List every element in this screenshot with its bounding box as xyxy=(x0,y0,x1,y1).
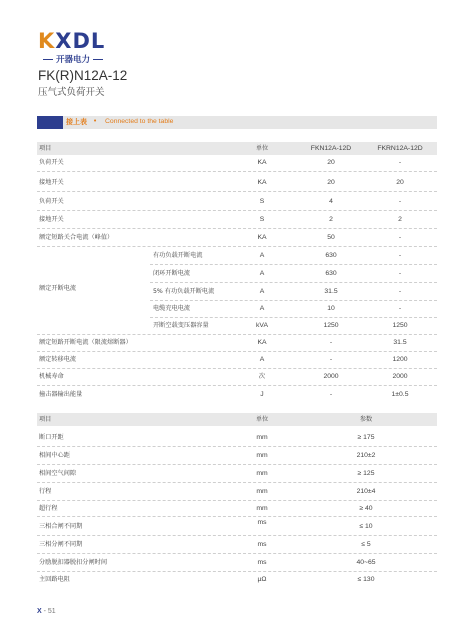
table-row-unit: A xyxy=(259,270,265,277)
table-row-item: 主回路电阻 xyxy=(39,576,70,583)
header-unit: 单位 xyxy=(255,416,269,423)
table-row-unit: mm xyxy=(256,434,268,441)
row-divider xyxy=(37,334,437,335)
header-item: 项目 xyxy=(39,416,52,423)
table-row-unit: mm xyxy=(256,488,268,495)
row-divider xyxy=(37,500,437,501)
row-divider xyxy=(37,351,437,352)
table-row-unit: ms xyxy=(257,559,267,566)
row-divider xyxy=(37,482,437,483)
row-divider xyxy=(37,571,437,572)
table-row-value-fkn: - xyxy=(329,391,333,398)
table-row-unit: ms xyxy=(257,519,267,526)
logo-tagline: 开器电力 xyxy=(55,55,90,65)
table-row-value-fkn: 10 xyxy=(327,305,335,312)
header-fkn: FKN12A-12D xyxy=(310,145,352,152)
row-divider xyxy=(37,516,437,517)
section-band xyxy=(37,116,437,129)
logo-dash-right xyxy=(93,59,103,60)
table-row-item: 接地开关 xyxy=(39,179,64,186)
table-row-unit: kVA xyxy=(256,322,268,329)
row-divider xyxy=(37,385,437,386)
table-row-subitem: 闭环开断电流 xyxy=(153,270,191,277)
table-row-unit: mm xyxy=(256,470,268,477)
section-label: 接上表 xyxy=(66,118,87,126)
table-row-unit: 次 xyxy=(258,373,266,380)
table-row-item: 超行程 xyxy=(39,505,58,512)
table-row-item: 三相合闸不同期 xyxy=(39,523,83,530)
table-row-unit: KA xyxy=(257,179,267,186)
mechanical-table-header xyxy=(37,413,437,426)
table-row-unit: J xyxy=(260,391,264,398)
table-row-value: 210±2 xyxy=(356,452,376,459)
table-row-unit: S xyxy=(259,216,265,223)
table-row-unit: ms xyxy=(257,541,267,548)
table-row-value-fkrn: 1250 xyxy=(392,322,408,329)
row-divider xyxy=(150,282,437,283)
table-row-value-fkrn: 31.5 xyxy=(393,339,407,346)
header-item: 项目 xyxy=(39,145,52,152)
table-row-value-fkrn: - xyxy=(398,159,402,166)
header-unit: 单位 xyxy=(255,145,269,152)
table-row-value-fkn: 50 xyxy=(327,234,335,241)
table-row-unit: A xyxy=(259,356,265,363)
table-row-subitem: 开断空载变压器容量 xyxy=(153,322,209,329)
table-row-subitem: 有功负载开断电流 xyxy=(153,252,203,259)
row-divider xyxy=(150,300,437,301)
table-row-item: 负荷开关 xyxy=(39,198,64,205)
header-param: 参数 xyxy=(359,416,373,423)
table-row-item: 撞击器输出能量 xyxy=(39,391,83,398)
table-row-item: 相间中心距 xyxy=(39,452,70,459)
table-row-value: ≤ 5 xyxy=(361,541,371,548)
table-row-unit: A xyxy=(259,252,265,259)
table-row-unit: KA xyxy=(257,159,267,166)
logo-dash-left xyxy=(43,59,53,60)
table-row-item: 额定短路关合电流（峰值） xyxy=(39,234,114,241)
table-row-item: 负荷开关 xyxy=(39,159,64,166)
table-row-value-fkrn: 1±0.5 xyxy=(391,391,409,398)
table-row-value-fkrn: - xyxy=(398,305,402,312)
table-row-unit: KA xyxy=(257,339,267,346)
table-row-unit: S xyxy=(259,198,265,205)
table-row-value: ≥ 175 xyxy=(357,434,375,441)
row-divider xyxy=(37,368,437,369)
table-row-unit: A xyxy=(259,288,265,295)
table-row-value-fkn: 2 xyxy=(329,216,333,223)
page-number: - 51 xyxy=(41,608,56,615)
table-row-value-fkrn: - xyxy=(398,252,402,259)
section-separator: • xyxy=(93,117,98,125)
table-row-unit: KA xyxy=(257,234,267,241)
table-row-subitem: 5% 有功负载开断电流 xyxy=(153,288,215,295)
table-row-item: 额定转移电流 xyxy=(39,356,77,363)
table-row-item: 断口开距 xyxy=(39,434,64,441)
header-fkrn: FKRN12A-12D xyxy=(377,145,423,152)
table-row-item: 行程 xyxy=(39,488,52,495)
table-row-unit: mm xyxy=(256,452,268,459)
footer-letter: X xyxy=(37,608,42,615)
row-divider xyxy=(37,464,437,465)
row-divider xyxy=(37,228,437,229)
table-row-value: ≥ 125 xyxy=(357,470,375,477)
page-subtitle: 压气式负荷开关 xyxy=(38,87,105,98)
table-row-value: 210±4 xyxy=(356,488,376,495)
table-row-value-fkrn: - xyxy=(398,234,402,241)
row-divider xyxy=(150,264,437,265)
logo-wordmark: KXDL xyxy=(38,29,106,53)
table-row-item: 机械寿命 xyxy=(39,373,64,380)
group-label: 额定开断电流 xyxy=(39,285,77,292)
row-divider xyxy=(37,446,437,447)
page-footer xyxy=(37,608,56,615)
table-row-subitem: 电缆充电电流 xyxy=(153,305,191,312)
table-row-value: ≤ 130 xyxy=(357,576,375,583)
table-row-value-fkn: 630 xyxy=(325,270,337,277)
table-row-unit: mm xyxy=(256,505,268,512)
row-divider xyxy=(37,535,437,536)
table-row-item: 分励脱扣器脱扣分闸时间 xyxy=(39,559,108,566)
table-row-value-fkn: 4 xyxy=(329,198,333,205)
table-row-value-fkn: - xyxy=(329,356,333,363)
row-divider xyxy=(37,210,437,211)
section-english: Connected to the table xyxy=(105,117,174,125)
table-row-value-fkn: 2000 xyxy=(323,373,339,380)
table-row-value: 40~65 xyxy=(356,559,376,566)
table-row-value: ≥ 40 xyxy=(359,505,373,512)
table-row-value-fkrn: - xyxy=(398,198,402,205)
table-row-value-fkrn: - xyxy=(398,288,402,295)
table-row-item: 三相分闸不同期 xyxy=(39,541,83,548)
table-row-value-fkrn: 2 xyxy=(398,216,402,223)
table-row-item: 相间空气间隙 xyxy=(39,470,77,477)
row-divider xyxy=(150,317,437,318)
table-row-value-fkrn: - xyxy=(398,270,402,277)
table-row-value-fkn: 630 xyxy=(325,252,337,259)
table-row-value-fkn: 1250 xyxy=(323,322,339,329)
table-row-unit: μΩ xyxy=(257,576,267,583)
table-row-item: 额定短路开断电流（限流熔断器） xyxy=(39,339,132,346)
section-accent xyxy=(37,116,63,129)
table-row-value-fkn: 20 xyxy=(327,179,335,186)
company-logo xyxy=(38,30,108,65)
table-row-value-fkrn: 20 xyxy=(396,179,404,186)
row-divider xyxy=(37,191,437,192)
row-divider xyxy=(37,246,437,247)
row-divider xyxy=(37,171,437,172)
table-row-value: ≤ 10 xyxy=(359,523,373,530)
table-row-value-fkrn: 2000 xyxy=(392,373,408,380)
table-row-value-fkn: 31.5 xyxy=(324,288,338,295)
table-row-unit: A xyxy=(259,305,265,312)
table-row-value-fkn: 20 xyxy=(327,159,335,166)
table-row-value-fkrn: 1200 xyxy=(392,356,408,363)
table-row-value-fkn: - xyxy=(329,339,333,346)
table-row-item: 接地开关 xyxy=(39,216,64,223)
row-divider xyxy=(37,553,437,554)
page-title: FK(R)N12A-12 xyxy=(38,68,128,83)
